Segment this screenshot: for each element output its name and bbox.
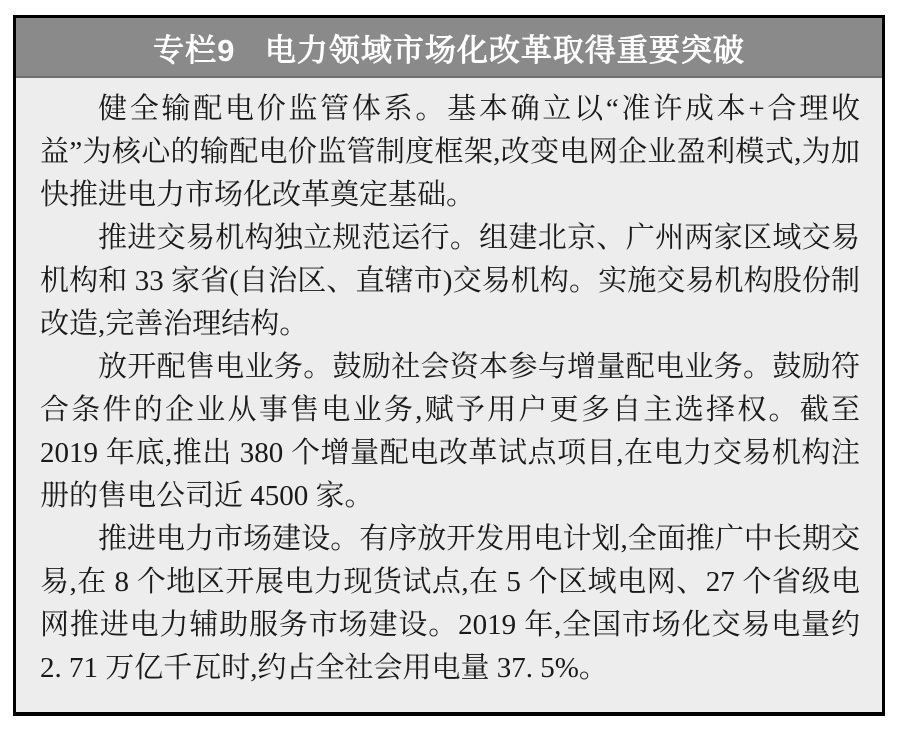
column-body xyxy=(16,78,882,690)
paragraph-market-construction: 推进电力市场建设。有序放开发用电计划,全面推广中长期交易,在 8 个地区开展电力现货试点,在 5 个区域电网、27 个省级电网推进电力辅助服务市场建设。2019 年,全国市场化交易电量约 2. 71 万亿千瓦时,约占全社会用电量 37. 5%。 xyxy=(40,523,860,684)
column-number: 专栏9 xyxy=(153,32,236,68)
paragraph-price-regulation: 健全输配电价监管体系。基本确立以“准许成本+合理收益”为核心的输配电价监管制度框架,改变电网企业盈利模式,为加快推进电力市场化改革奠定基础。 xyxy=(40,93,860,211)
column-header xyxy=(16,18,882,78)
column-box xyxy=(13,15,885,716)
paragraph-distribution-retail: 放开配售电业务。鼓励社会资本参与增量配电业务。鼓励符合条件的企业从事售电业务,赋予用户更多自主选择权。截至 2019 年底,推出 380 个增量配电改革试点项目,在电力交易机构注册的售电公司近 4500 家。 xyxy=(40,351,860,512)
paragraph-trading-institutions: 推进交易机构独立规范运行。组建北京、广州两家区域交易机构和 33 家省(自治区、直辖市)交易机构。实施交易机构股份制改造,完善治理结构。 xyxy=(40,222,860,340)
column-title: 电力领域市场化改革取得重要突破 xyxy=(264,32,745,68)
